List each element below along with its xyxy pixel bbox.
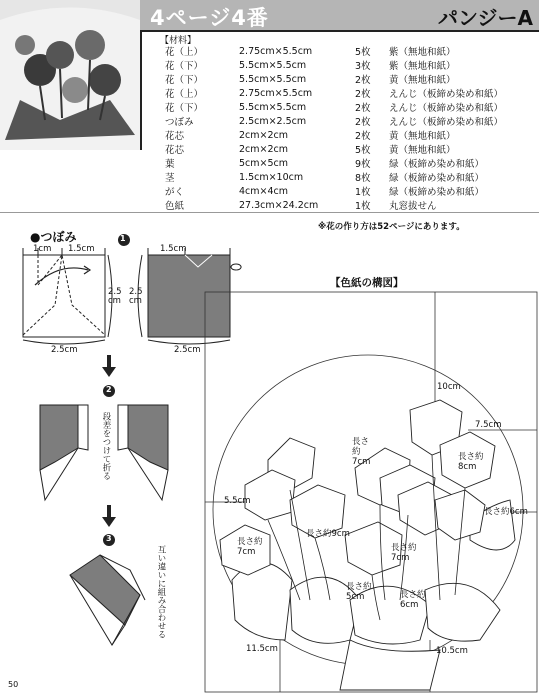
materials-size: 4cm×4cm [239, 185, 289, 197]
materials-qty: 1枚 [355, 201, 371, 212]
stem-length-3: 長さ約6cm [484, 507, 528, 517]
materials-size: 2cm×2cm [239, 129, 289, 141]
materials-heading: 【材料】 [160, 36, 197, 46]
materials-name: 茎 [165, 173, 175, 184]
materials-qty: 2枚 [355, 103, 371, 114]
materials-qty: 3枚 [355, 61, 371, 72]
materials-size: 2.5cm×2.5cm [239, 115, 307, 127]
stem-length-6: 長さ約7cm [391, 543, 417, 563]
stem-length-7: 長さ約5cm [346, 582, 372, 602]
materials-name: 花（上） [165, 89, 204, 100]
materials-name: 花芯 [165, 145, 185, 156]
materials-color: 紫（無地和紙） [389, 61, 456, 72]
materials-color: 紫（無地和紙） [389, 47, 456, 58]
materials-color: えんじ（板締め染め和紙） [389, 103, 504, 114]
materials-size: 2.75cm×5.5cm [239, 45, 313, 57]
stem-length-8: 長さ約6cm [400, 590, 426, 610]
materials-color: えんじ（板締め染め和紙） [389, 89, 504, 100]
step3-number: 3 [106, 534, 112, 543]
materials-size: 2.75cm×5.5cm [239, 87, 313, 99]
dim-5-5cm: 5.5cm [224, 496, 251, 506]
materials-name: がく [165, 187, 185, 198]
materials-color: 丸窓拔せん [389, 201, 437, 212]
dim-7-5cm: 7.5cm [475, 420, 502, 430]
materials-name: 花芯 [165, 131, 185, 142]
instruction-note: ※花の作り方は52ページにあります。 [318, 222, 465, 232]
materials-name: 花（下） [165, 103, 204, 114]
page-subtitle: パンジーA [438, 6, 533, 30]
materials-qty: 5枚 [355, 47, 371, 58]
materials-size: 27.3cm×24.2cm [239, 199, 319, 211]
materials-name: 花（上） [165, 47, 204, 58]
bud-dim-1-5cm-b: 1.5cm [160, 244, 187, 254]
arrow-down-1 [102, 355, 116, 377]
materials-name: つぼみ [165, 117, 194, 128]
materials-qty: 2枚 [355, 89, 371, 100]
dim-10-5cm: 10.5cm [436, 646, 468, 656]
dim-11-5cm: 11.5cm [246, 644, 278, 654]
materials-color: 黄（無地和紙） [389, 131, 456, 142]
bud-step3-assembled [70, 555, 145, 645]
materials-qty: 5枚 [355, 145, 371, 156]
composition-title: 【色紙の構図】 [330, 277, 404, 289]
materials-size: 5.5cm×5.5cm [239, 101, 307, 113]
arrow-down-2 [102, 505, 116, 527]
materials-qty: 2枚 [355, 117, 371, 128]
materials-color: 緑（板締め染め和紙） [389, 159, 485, 170]
step3-instruction: 互い違いに組み合わせる [156, 545, 166, 639]
bud-dim-side-b: 2.5 cm [129, 287, 143, 306]
bud-heading: ●つぼみ [30, 230, 77, 244]
bud-dim-side-a: 2.5 cm [108, 287, 122, 306]
bud-dim-bottom-a: 2.5cm [51, 345, 78, 355]
materials-color: 緑（板締め染め和紙） [389, 187, 485, 198]
stem-length-4: 長さ約9cm [306, 529, 350, 539]
materials-color: 緑（板締め染め和紙） [389, 173, 485, 184]
bud-square-b [138, 248, 241, 344]
materials-color: 黄（無地和紙） [389, 75, 456, 86]
materials-qty: 2枚 [355, 75, 371, 86]
materials-color: えんじ（板締め染め和紙） [389, 117, 504, 128]
step2-number: 2 [106, 385, 112, 394]
stem-length-5: 長さ約7cm [237, 537, 263, 557]
materials-size: 1.5cm×10cm [239, 171, 304, 183]
dim-10cm: 10cm [437, 382, 461, 392]
bud-square-a [23, 248, 112, 344]
materials-qty: 9枚 [355, 159, 371, 170]
stem-length-2: 長さ約8cm [458, 452, 484, 472]
bud-dim-1cm: 1cm [33, 244, 52, 254]
materials-color: 黄（無地和紙） [389, 145, 456, 156]
materials-qty: 8枚 [355, 173, 371, 184]
materials-name: 花（下） [165, 61, 204, 72]
materials-qty: 2枚 [355, 131, 371, 142]
materials-size: 5cm×5cm [239, 157, 289, 169]
materials-size: 2cm×2cm [239, 143, 289, 155]
stem-length-1: 長さ約7cm [352, 437, 371, 467]
materials-size: 5.5cm×5.5cm [239, 73, 307, 85]
page-number: 50 [8, 680, 19, 689]
materials-size: 5.5cm×5.5cm [239, 59, 307, 71]
page-title: 4ページ4番 [150, 6, 269, 30]
bud-dim-bottom-b: 2.5cm [174, 345, 201, 355]
materials-name: 花（下） [165, 75, 204, 86]
bud-dim-1-5cm-a: 1.5cm [68, 244, 95, 254]
step2-instruction: 段差をつけて折る [101, 412, 111, 480]
step1-number: 1 [120, 234, 126, 243]
materials-qty: 1枚 [355, 187, 371, 198]
materials-name: 色紙 [165, 201, 185, 212]
materials-name: 葉 [165, 159, 175, 170]
